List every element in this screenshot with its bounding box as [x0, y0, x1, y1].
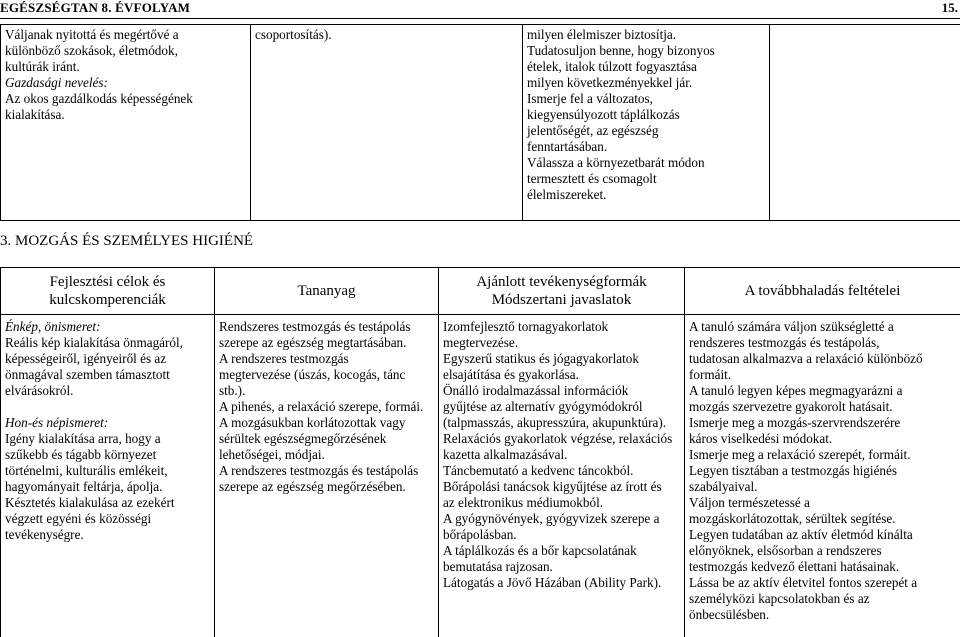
text-line: Ajánlott tevékenységformák	[476, 274, 647, 290]
text-line: jelentőségét, az egészség	[527, 123, 659, 138]
text-line: bemutatása rajzosan.	[443, 559, 553, 574]
text-line: Legyen tudatában az aktív életmód kínálta	[689, 527, 913, 542]
text-line: szabályaival.	[689, 479, 758, 494]
goals-cell	[1, 315, 215, 637]
text-line: Látogatás a Jövő Házában (Ability Park).	[443, 575, 662, 590]
text-line: kultúrák iránt.	[5, 59, 80, 74]
text-line: Fejlesztési célok és	[49, 274, 166, 290]
text-line: Önálló irodalmazással információk	[443, 383, 629, 398]
text-line: A rendszeres testmozgás	[219, 351, 349, 366]
text-line: A továbbhaladás feltételei	[744, 283, 901, 299]
text-line: megtervezése.	[443, 335, 519, 350]
table-row	[1, 315, 960, 637]
text-line: milyen következményekkel jár.	[527, 75, 693, 90]
text-line: formáit.	[689, 367, 732, 382]
text-line: Váljanak nyitottá és megértővé a	[5, 27, 179, 42]
text-line: mozgás szervezetre gyakorolt hatásait.	[689, 399, 893, 414]
text-line: Bőrápolási tanácsok kigyűjtése az írott és	[443, 479, 662, 494]
table-header-row	[1, 268, 960, 315]
text-line: Egyszerű statikus és jógagyakorlatok	[443, 351, 639, 366]
text-line: elvárásokról.	[5, 383, 74, 398]
text-line: Legyen tisztában a testmozgás higiénés	[689, 463, 897, 478]
text-line: Rendszeres testmozgás és testápolás	[219, 319, 411, 334]
text-line: sérültek egészségmegőrzésének	[219, 431, 387, 446]
text-line: rendszeres testmozgás és testápolás,	[689, 335, 880, 350]
section-title: 3. MOZGÁS ÉS SZEMÉLYES HIGIÉNÉ	[0, 233, 254, 249]
curriculum-table	[0, 267, 960, 637]
text-line: gyűjtése az alternatív gyógymódokról	[443, 399, 643, 414]
text-line: elsajátítása és gyakorlása.	[443, 367, 579, 382]
text-line: testmozgás kedvező élettani hatásainak.	[689, 559, 900, 574]
text-line: megtervezése (úszás, kocogás, tánc	[219, 367, 406, 382]
requirements-cell	[770, 25, 960, 221]
text-line: Tudatosuljon benne, hogy bizonyos	[527, 43, 715, 58]
page-number: 15.	[941, 0, 958, 15]
text-line: szűkebb és tágabb környezet	[5, 447, 157, 462]
text-line: élelmiszereket.	[527, 187, 607, 202]
header-divider	[0, 18, 960, 19]
text-line: Relaxációs gyakorlatok végzése, relaxációs	[443, 431, 673, 446]
text-line: csoportosítás).	[255, 27, 332, 42]
text-line: Gazdasági nevelés:	[5, 75, 108, 90]
text-line: Énkép, önismeret:	[5, 319, 101, 334]
text-line: Ismerje meg a mozgás-szervrendszerére	[689, 415, 901, 430]
activities-cell	[439, 315, 685, 637]
column-header-goals	[1, 268, 215, 315]
text-line: (talpmasszás, akupresszúra, akupunktúra).	[443, 415, 667, 430]
content-cell	[215, 315, 439, 637]
page-header	[0, 0, 960, 17]
text-line: Lássa be az aktív életvitel fontos szerepét a	[689, 575, 918, 590]
text-line: az elektronikus médiumokból.	[443, 495, 604, 510]
text-line: fenntartásában.	[527, 139, 608, 154]
text-line: bőrápolásban.	[443, 527, 517, 542]
text-line: személyközi kapcsolatokban és az	[689, 591, 870, 606]
text-line: Táncbemutató a kedvenc táncokból.	[443, 463, 634, 478]
content-cell	[251, 25, 523, 221]
text-line: lehetőségei, módjai.	[219, 447, 325, 462]
text-line: hagyományait feltárja, ápolja.	[5, 479, 163, 494]
text-line: Ismerje fel a változatos,	[527, 91, 653, 106]
requirements-cell	[685, 315, 960, 637]
text-line	[5, 399, 210, 415]
text-line: Tananyag	[297, 283, 356, 299]
text-line: tudatosan alkalmazva a relaxáció különböző	[689, 351, 923, 366]
text-line: Módszertani javaslatok	[491, 292, 632, 308]
text-line: Izomfejlesztő tornagyakorlatok	[443, 319, 609, 334]
text-line: Ismerje meg a relaxáció szerepét, formáit.	[689, 447, 911, 462]
text-line: A rendszeres testmozgás és testápolás	[219, 463, 419, 478]
text-line: különböző szokások, életmódok,	[5, 43, 178, 58]
text-line: Váljon természetessé a	[689, 495, 810, 510]
text-line: milyen élelmiszer biztosítja.	[527, 27, 677, 42]
text-line: Hon-és népismeret:	[5, 415, 109, 430]
text-line: szerepe az egészség megtartásában.	[219, 335, 407, 350]
text-line: A tanuló számára váljon szükségletté a	[689, 319, 894, 334]
text-line: önbecsülésben.	[689, 607, 770, 622]
text-line: tevékenységre.	[5, 527, 84, 542]
text-line: termesztett és csomagolt	[527, 171, 657, 186]
column-header-activities	[439, 268, 685, 315]
column-header-content	[215, 268, 439, 315]
goals-cell	[1, 25, 251, 221]
text-line: szerepe az egészség megőrzésében.	[219, 479, 406, 494]
text-line: A pihenés, a relaxáció szerepe, formái.	[219, 399, 424, 414]
text-line: stb.).	[219, 383, 246, 398]
text-line: végzett egyéni és közösségi	[5, 511, 152, 526]
text-line: káros viselkedési módokat.	[689, 431, 833, 446]
text-line: A gyógynövények, gyógyvizek szerepe a	[443, 511, 660, 526]
column-header-requirements	[685, 268, 960, 315]
text-line: kazetta alkalmazásával.	[443, 447, 568, 462]
text-line: Az okos gazdálkodás képességének	[5, 91, 193, 106]
text-line: A mozgásukban korlátozottak vagy	[219, 415, 406, 430]
text-line: előnyöknek, elsősorban a rendszeres	[689, 543, 882, 558]
text-line: Igény kialakítása arra, hogy a	[5, 431, 161, 446]
table-row	[1, 25, 960, 221]
text-line: kiegyensúlyozott táplálkozás	[527, 107, 680, 122]
activities-cell	[523, 25, 770, 221]
text-line: A tanuló legyen képes megmagyarázni a	[689, 383, 903, 398]
text-line: kulcskomperenciák	[49, 292, 166, 308]
text-line: Válassza a környezetbarát módon	[527, 155, 705, 170]
text-line: A táplálkozás és a bőr kapcsolatának	[443, 543, 637, 558]
text-line: történelmi, kulturális emlékeit,	[5, 463, 168, 478]
text-line: kialakítása.	[5, 107, 65, 122]
text-line: képességeiről, igényeiről és az	[5, 351, 167, 366]
text-line: ételek, italok túlzott fogyasztása	[527, 59, 697, 74]
text-line: önmagával szemben támasztott	[5, 367, 170, 382]
text-line: mozgáskorlátozottak, sérültek segítése.	[689, 511, 896, 526]
document-title: EGÉSZSÉGTAN 8. ÉVFOLYAM	[0, 0, 191, 15]
text-line: Reális kép kialakítása önmagáról,	[5, 335, 183, 350]
continued-table	[0, 24, 960, 221]
text-line: Késztetés kialakulása az ezekért	[5, 495, 175, 510]
